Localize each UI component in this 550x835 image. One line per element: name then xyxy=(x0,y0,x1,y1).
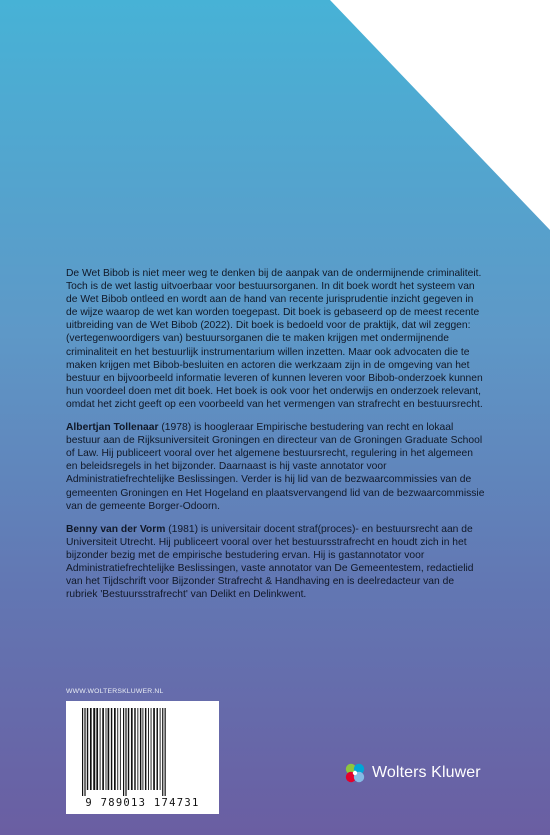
barcode-bar xyxy=(153,708,155,790)
barcode-bar xyxy=(145,708,146,790)
author-name-1: Albertjan Tollenaar xyxy=(66,422,159,434)
barcode-bar xyxy=(96,708,98,790)
barcode-bar xyxy=(162,708,163,796)
wolters-kluwer-logo-icon xyxy=(344,762,366,784)
barcode-bar xyxy=(131,708,133,790)
barcode-bar xyxy=(157,708,158,790)
author-bio-2 xyxy=(66,523,486,602)
barcode-bar xyxy=(114,708,116,790)
barcode-bar xyxy=(123,708,124,796)
barcode-bar xyxy=(125,708,126,796)
barcode-bar xyxy=(134,708,135,790)
barcode-bar xyxy=(151,708,152,790)
decorative-corner-shape xyxy=(0,0,550,300)
barcode-bar xyxy=(90,708,92,790)
description-paragraph: De Wet Bibob is niet meer weg te denken bij de aanpak van de ondermijnende criminaliteit. Toch is de wet lastig uitvoerbaar voor bestuursorganen. In dit boek wordt het systeem van de Wet Bibob ontleed en wordt aan de hand van recente jurisprudentie inzicht gegeven in de wijze waarop de wet kan worden toegepast. Dit boek is gebaseerd op de meest recente uitbreiding van de Wet Bibob (2022). Dit boek is bedoeld voor de praktijk, dat wil zeggen: (vertegenwoordigers van) bestuursorganen die te maken krijgen met ondermijnende criminaliteit en het bestuurlijk instrumentarium willen inzetten. Maar ook advocaten die te maken krijgen met Bibob-besluiten en actoren die werkzaam zijn in de omgeving van het bestuur en bijvoorbeeld informatie leveren of kunnen leveren voor Bibob-onderzoek kunnen hun voordeel doen met dit boek. Het boek is ook voor het onderwijs en onderzoek relevant, omdat het zicht geeft op een voorbeeld van het vermengen van strafrecht en bestuursrecht. xyxy=(66,268,483,410)
author-bio-text-2: (1981) is universitair docent straf(proces)- en bestuursrecht aan de Universiteit Utrecht. Hij publiceert vooral over het bestuursstrafrecht en houdt zich in het bijzonder bezig met de empirische bestudering ervan. Hij is gastannotator voor Administratiefrechtelijke Beslissingen, vaste annotator van De Gemeentestem, redactielid van het Tijdschrift voor Bijzonder Strafrecht & Handhaving en is deelredacteur van de rubriek 'Bestuursstrafrecht' van Delikt en Delinkwent. xyxy=(66,523,474,601)
barcode-bar xyxy=(102,708,104,790)
barcode-bar xyxy=(82,708,83,796)
isbn-barcode xyxy=(66,701,219,814)
barcode-bar xyxy=(160,708,161,790)
barcode-bar xyxy=(128,708,129,790)
barcode-bar xyxy=(108,708,110,790)
barcode-digits: 9 789013 174731 xyxy=(85,797,200,809)
author-bio-text-1: (1978) is hoogleraar Empirische bestudering van recht en lokaal bestuur aan de Rijksuniversiteit Groningen en directeur van de Groningen Graduate School of Law. Hij publiceert vooral over het algemene bestuursrecht, regulering in het algemeen en beleidsregels in het bijzonder. Daarnaast is hij vaste annotator voor Administratiefrechtelijke Beslissingen. Verder is hij lid van de bezwaarcommissies van de gemeenten Groningen en Het Hogeland en plaatsvervangend lid van de bezwaarcommissie van de gemeente Borger-Odoorn. xyxy=(66,422,485,512)
barcode-bar xyxy=(87,708,88,790)
back-cover-text xyxy=(66,267,486,611)
barcode-bar xyxy=(140,708,141,790)
barcode-bar xyxy=(100,708,101,790)
barcode-bar xyxy=(120,708,121,790)
barcode-bar xyxy=(111,708,112,790)
barcode-bar xyxy=(142,708,143,790)
publisher-website: WWW.WOLTERSKLUWER.NL xyxy=(66,688,164,695)
barcode-bar xyxy=(84,708,85,796)
barcode-bar xyxy=(106,708,107,790)
publisher-logo xyxy=(344,762,481,784)
barcode-bar xyxy=(117,708,118,790)
barcode-bar xyxy=(137,708,138,790)
barcode-bar xyxy=(165,708,166,796)
barcode-bar xyxy=(148,708,149,790)
publisher-name: Wolters Kluwer xyxy=(372,764,481,781)
author-bio-1 xyxy=(66,421,486,513)
barcode-bars xyxy=(76,708,209,796)
barcode-bar xyxy=(93,708,95,790)
author-name-2: Benny van der Vorm xyxy=(66,523,166,535)
